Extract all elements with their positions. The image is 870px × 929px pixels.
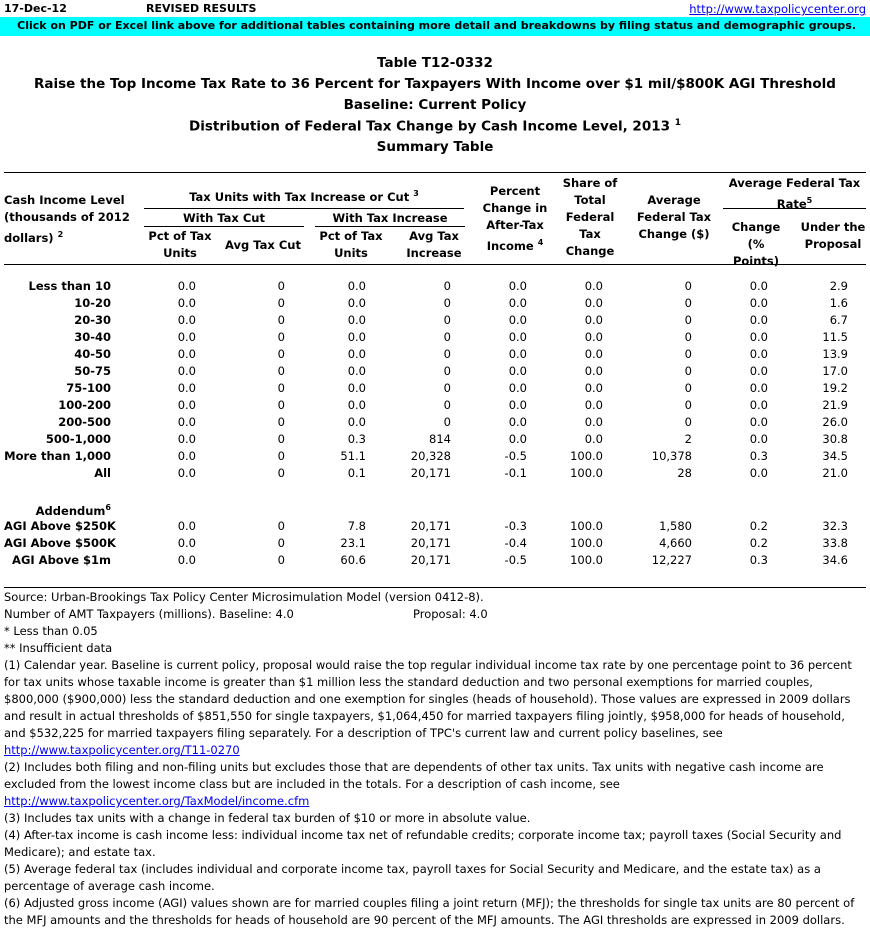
banner-text: Click on PDF or Excel link above for additional tables containing more detail and breakdowns by filing status and demographic groups. bbox=[17, 19, 856, 32]
table-cell: 0.0 bbox=[347, 296, 366, 310]
distribution-title-text: Distribution of Federal Tax Change by Cash Income Level, 2013 bbox=[189, 118, 671, 135]
table-cell: 21.0 bbox=[822, 466, 848, 480]
table-cell: 19.2 bbox=[822, 381, 848, 395]
row-label: 500-1,000 bbox=[45, 432, 111, 446]
cash-income-header bbox=[4, 192, 130, 247]
table-cell: 20,171 bbox=[410, 466, 451, 480]
header-line: Share of bbox=[562, 176, 618, 190]
footnote-ref: 4 bbox=[537, 238, 544, 247]
table-cell: 0.2 bbox=[749, 536, 768, 550]
footnote-4: (4) After-tax income is cash income less: individual income tax net of refundable credits; corporate income tax; payroll taxes (Social Security and Medicare); and estate tax. bbox=[4, 828, 842, 859]
footnote-ref: 1 bbox=[674, 118, 681, 128]
table-cell: 0.0 bbox=[347, 347, 366, 361]
tpc-home-link[interactable]: http://www.taxpolicycenter.org bbox=[689, 2, 866, 16]
table-cell: 33.8 bbox=[822, 536, 848, 550]
table-cell: 10,378 bbox=[651, 449, 692, 463]
table-cell: 26.0 bbox=[822, 415, 848, 429]
summary-title: Summary Table bbox=[376, 139, 494, 155]
table-cell: 0.0 bbox=[749, 279, 768, 293]
table-cell: 51.1 bbox=[340, 449, 366, 463]
table-cell: 1.6 bbox=[829, 296, 848, 310]
header-line: Total bbox=[574, 193, 606, 207]
table-cell: 0.3 bbox=[347, 432, 366, 446]
table-cell: 0.0 bbox=[749, 398, 768, 412]
info-banner bbox=[0, 17, 870, 36]
footnote-ref: 6 bbox=[105, 503, 111, 512]
footnote-ref: 5 bbox=[806, 196, 813, 205]
header-line: Change bbox=[565, 244, 615, 258]
table-cell: 0 bbox=[277, 330, 285, 344]
table-number: Table T12-0332 bbox=[377, 55, 493, 71]
table-cell: 0 bbox=[277, 398, 285, 412]
table-cell: 0 bbox=[277, 553, 285, 567]
table-cell: 0 bbox=[443, 381, 451, 395]
table-cell: 0.0 bbox=[177, 398, 196, 412]
table-cell: 34.6 bbox=[822, 553, 848, 567]
status-label: REVISED RESULTS bbox=[146, 2, 257, 15]
table-cell: 0.0 bbox=[347, 415, 366, 429]
source-note: Source: Urban-Brookings Tax Policy Center Microsimulation Model (version 0412-8). bbox=[4, 590, 484, 604]
table-cell: 0.0 bbox=[347, 381, 366, 395]
header-line: Tax bbox=[579, 227, 601, 241]
table-cell: 0.0 bbox=[584, 381, 603, 395]
header-line: Federal Tax bbox=[636, 210, 712, 224]
table-cell: 100.0 bbox=[570, 519, 603, 533]
table-cell: 0.0 bbox=[177, 313, 196, 327]
row-label: 200-500 bbox=[58, 415, 111, 429]
table-cell: 0 bbox=[443, 313, 451, 327]
header-line: Change (% bbox=[731, 220, 781, 251]
table-cell: 2 bbox=[684, 432, 692, 446]
table-cell: 0.0 bbox=[177, 330, 196, 344]
header-line: Points) bbox=[732, 254, 780, 268]
table-cell: 0 bbox=[277, 432, 285, 446]
table-cell: 0.0 bbox=[508, 347, 527, 361]
header-text: Rate bbox=[776, 196, 807, 211]
header-line: Proposal bbox=[804, 237, 862, 251]
table-cell: -0.5 bbox=[504, 449, 527, 463]
table-cell: 0 bbox=[277, 347, 285, 361]
table-cell: 0.0 bbox=[177, 519, 196, 533]
table-cell: 0 bbox=[443, 347, 451, 361]
header-line bbox=[723, 192, 866, 213]
addendum-label bbox=[4, 503, 111, 518]
baseline-title: Baseline: Current Policy bbox=[343, 97, 527, 113]
table-cell: 0.0 bbox=[584, 398, 603, 412]
table-cell: 0 bbox=[684, 398, 692, 412]
table-cell: 0.0 bbox=[177, 449, 196, 463]
table-cell: 0.0 bbox=[177, 381, 196, 395]
table-cell: 23.1 bbox=[340, 536, 366, 550]
table-cell: 0.0 bbox=[177, 364, 196, 378]
header-text: Tax Units with Tax Increase or Cut bbox=[189, 189, 410, 204]
table-cell: 13.9 bbox=[822, 347, 848, 361]
table-cell: 0 bbox=[684, 415, 692, 429]
table-cell: 0 bbox=[277, 381, 285, 395]
table-cell: -0.5 bbox=[504, 553, 527, 567]
header-line: (thousands of 2012 bbox=[4, 210, 130, 224]
table-cell: 100.0 bbox=[570, 449, 603, 463]
report-date: 17-Dec-12 bbox=[4, 2, 67, 15]
table-cell: 20,171 bbox=[410, 536, 451, 550]
table-cell: 0.3 bbox=[749, 553, 768, 567]
table-cell: 0.0 bbox=[749, 415, 768, 429]
table-cell: 2.9 bbox=[829, 279, 848, 293]
table-cell: 30.8 bbox=[822, 432, 848, 446]
table-cell: 0.0 bbox=[347, 279, 366, 293]
table-cell: 0.0 bbox=[749, 466, 768, 480]
table-cell: 0 bbox=[443, 398, 451, 412]
with-increase-header: With Tax Increase bbox=[332, 211, 448, 225]
table-cell: -0.4 bbox=[504, 536, 527, 550]
avg-fed-header bbox=[632, 192, 716, 243]
table-cell: 0 bbox=[443, 415, 451, 429]
table-cell: 0.0 bbox=[749, 364, 768, 378]
table-cell: 0.0 bbox=[749, 432, 768, 446]
less-than-note: * Less than 0.05 bbox=[4, 624, 98, 638]
header-line: Average Federal Tax bbox=[728, 176, 861, 190]
table-cell: 0 bbox=[684, 347, 692, 361]
table-cell: 0.2 bbox=[749, 519, 768, 533]
table-cell: 0 bbox=[277, 519, 285, 533]
avg-rate-header bbox=[723, 175, 866, 213]
table-cell: 21.9 bbox=[822, 398, 848, 412]
table-cell: 0 bbox=[684, 296, 692, 310]
table-cell: 4,660 bbox=[659, 536, 692, 550]
table-cell: 0.0 bbox=[177, 553, 196, 567]
pct-change-header bbox=[478, 183, 552, 255]
row-label: 30-40 bbox=[74, 330, 111, 344]
table-cell: 7.8 bbox=[347, 519, 366, 533]
table-cell: 60.6 bbox=[340, 553, 366, 567]
table-cell: 0 bbox=[684, 364, 692, 378]
table-cell: 0 bbox=[277, 415, 285, 429]
table-cell: 0.0 bbox=[177, 415, 196, 429]
table-cell: 0.0 bbox=[177, 432, 196, 446]
row-label: 75-100 bbox=[66, 381, 111, 395]
with-cut-header: With Tax Cut bbox=[183, 211, 265, 225]
baseline-link[interactable]: http://www.taxpolicycenter.org/T11-0270 bbox=[4, 743, 240, 757]
table-cell: 0 bbox=[277, 313, 285, 327]
table-cell: 0 bbox=[443, 330, 451, 344]
table-cell: 0 bbox=[277, 296, 285, 310]
header-line: Change ($) bbox=[638, 227, 710, 241]
row-label: AGI Above $1m bbox=[12, 553, 111, 567]
amt-proposal: Proposal: 4.0 bbox=[413, 607, 488, 621]
row-label: All bbox=[94, 466, 111, 480]
table-cell: 0.0 bbox=[508, 313, 527, 327]
table-cell: 0.0 bbox=[584, 313, 603, 327]
row-label: AGI Above $250K bbox=[4, 519, 116, 533]
table-title: Raise the Top Income Tax Rate to 36 Percent for Taxpayers With Income over $1 mil/$800K AGI Threshold bbox=[34, 76, 836, 92]
table-cell: 0.0 bbox=[177, 536, 196, 550]
table-cell: 20,328 bbox=[410, 449, 451, 463]
footnote-2: (2) Includes both filing and non-filing units but excludes those that are dependents of other tax units. Tax units with negative cash income are excluded from the lowest income class but are included in the totals. For a description of cash income, see bbox=[4, 760, 824, 791]
row-label: 40-50 bbox=[74, 347, 111, 361]
table-cell: 0 bbox=[684, 279, 692, 293]
table-cell: 6.7 bbox=[829, 313, 848, 327]
pct-units-inc-header bbox=[315, 228, 387, 262]
table-cell: 0 bbox=[684, 381, 692, 395]
addendum-text: Addendum bbox=[35, 503, 106, 518]
table-cell: 0.0 bbox=[584, 432, 603, 446]
header-line: Units bbox=[163, 246, 197, 260]
table-cell: 0 bbox=[277, 536, 285, 550]
row-label: Less than 10 bbox=[28, 279, 111, 293]
table-cell: 0.0 bbox=[584, 296, 603, 310]
table-cell: 0.0 bbox=[749, 381, 768, 395]
table-cell: 0.0 bbox=[177, 466, 196, 480]
table-cell: 20,171 bbox=[410, 553, 451, 567]
row-label: 100-200 bbox=[58, 398, 111, 412]
table-cell: 32.3 bbox=[822, 519, 848, 533]
amt-note bbox=[4, 606, 866, 623]
tax-units-rule bbox=[144, 208, 464, 209]
table-cell: 0.0 bbox=[508, 279, 527, 293]
table-cell: 0 bbox=[277, 449, 285, 463]
table-cell: 0 bbox=[277, 279, 285, 293]
table-cell: 0.0 bbox=[584, 364, 603, 378]
row-label: 50-75 bbox=[74, 364, 111, 378]
table-cell: 0.3 bbox=[749, 449, 768, 463]
header-line: Increase bbox=[406, 246, 462, 260]
table-cell: 11.5 bbox=[822, 330, 848, 344]
table-cell: 0.0 bbox=[749, 330, 768, 344]
table-cell: 0.0 bbox=[508, 432, 527, 446]
header-line: Pct of Tax bbox=[319, 229, 383, 243]
header-line: After-Tax bbox=[486, 218, 544, 232]
table-cell: 28 bbox=[677, 466, 692, 480]
distribution-title bbox=[0, 118, 870, 135]
table-cell: 100.0 bbox=[570, 466, 603, 480]
table-cell: 12,227 bbox=[651, 553, 692, 567]
table-cell: 0.0 bbox=[584, 279, 603, 293]
under-proposal-header bbox=[798, 219, 868, 253]
table-cell: 0.0 bbox=[177, 296, 196, 310]
table-cell: 0 bbox=[277, 364, 285, 378]
table-cell: 1,580 bbox=[659, 519, 692, 533]
table-cell: -0.3 bbox=[504, 519, 527, 533]
table-cell: 0.1 bbox=[347, 466, 366, 480]
header-text: Income bbox=[486, 238, 534, 253]
table-cell: 0.0 bbox=[508, 364, 527, 378]
avg-inc-header bbox=[395, 228, 473, 262]
table-cell: 814 bbox=[429, 432, 451, 446]
header-line: Percent bbox=[489, 184, 541, 198]
table-cell: 0 bbox=[277, 466, 285, 480]
table-cell: 0.0 bbox=[584, 347, 603, 361]
insufficient-note: ** Insufficient data bbox=[4, 641, 113, 655]
table-cell: 20,171 bbox=[410, 519, 451, 533]
pct-units-cut-header bbox=[144, 228, 216, 262]
header-line: Average bbox=[647, 193, 701, 207]
table-cell: 0.0 bbox=[584, 415, 603, 429]
table-cell: 0.0 bbox=[749, 347, 768, 361]
cash-income-link[interactable]: http://www.taxpolicycenter.org/TaxModel/income.cfm bbox=[4, 794, 310, 808]
table-cell: 100.0 bbox=[570, 536, 603, 550]
footnote-1: (1) Calendar year. Baseline is current policy, proposal would raise the top regular individual income tax rate by one percentage point to 36 percent for tax units whose taxable income is greater than $1 million less the standard deduction and two personal exemptions for married couples, $800,000 ($900,000) less the standard deduction and one exemption for singles (heads of household). Those values are expressed in 2009 dollars and result in actual thresholds of $851,550 for single taxpayers, $1,064,450 for married taxpayers filing jointly, $958,000 for heads of household, and $532,225 for married taxpayers filing separately. For a description of TPC's current law and current policy baselines, see bbox=[4, 658, 852, 740]
share-header bbox=[558, 175, 622, 260]
table-cell: 0.0 bbox=[508, 398, 527, 412]
header-line: Federal bbox=[565, 210, 615, 224]
amt-baseline: Number of AMT Taxpayers (millions). Baseline: 4.0 bbox=[4, 607, 294, 621]
header-line: Cash Income Level bbox=[4, 193, 125, 207]
table-cell: 0.0 bbox=[508, 415, 527, 429]
table-cell: 0.0 bbox=[508, 330, 527, 344]
footnote-6: (6) Adjusted gross income (AGI) values shown are for married couples filing a joint return (MFJ); the thresholds for single tax units are 80 percent of the MFJ amounts and the thresholds for heads of household are 90 percent of the MFJ amounts. The AGI thresholds are expressed in 2009 dollars. bbox=[4, 896, 855, 927]
row-label: 10-20 bbox=[74, 296, 111, 310]
table-cell: 0.0 bbox=[508, 381, 527, 395]
table-bottom-rule bbox=[4, 587, 866, 588]
table-cell: 0.0 bbox=[584, 330, 603, 344]
table-cell: 0 bbox=[684, 330, 692, 344]
footnote-3: (3) Includes tax units with a change in federal tax burden of $10 or more in absolute value. bbox=[4, 811, 531, 825]
header-line: Units bbox=[334, 246, 368, 260]
table-cell: 17.0 bbox=[822, 364, 848, 378]
table-cell: 0.0 bbox=[347, 330, 366, 344]
row-label: More than 1,000 bbox=[4, 449, 111, 463]
footnote-ref: 3 bbox=[413, 189, 419, 198]
table-cell: 0.0 bbox=[508, 296, 527, 310]
header-line: Under the bbox=[800, 220, 866, 234]
table-cell: 0.0 bbox=[749, 296, 768, 310]
table-cell: 0 bbox=[443, 296, 451, 310]
header-text: dollars) bbox=[4, 230, 54, 245]
table-cell: -0.1 bbox=[504, 466, 527, 480]
header-line: Avg Tax bbox=[409, 229, 459, 243]
top-bar bbox=[0, 0, 870, 17]
table-cell: 0.0 bbox=[177, 279, 196, 293]
footnote-5: (5) Average federal tax (includes individual and corporate income tax, payroll taxes for Social Security and Medicare, and the estate tax) as a percentage of average cash income. bbox=[4, 862, 821, 893]
header-line bbox=[478, 234, 552, 255]
table-cell: 0.0 bbox=[347, 313, 366, 327]
avg-cut-header: Avg Tax Cut bbox=[225, 238, 301, 252]
table-cell: 0.0 bbox=[177, 347, 196, 361]
table-cell: 0.0 bbox=[749, 313, 768, 327]
header-top-rule bbox=[4, 172, 866, 173]
footnote-ref: 2 bbox=[57, 230, 64, 239]
header-line: Pct of Tax bbox=[148, 229, 212, 243]
table-cell: 0 bbox=[443, 279, 451, 293]
row-label: 20-30 bbox=[74, 313, 111, 327]
row-label: AGI Above $500K bbox=[4, 536, 116, 550]
table-cell: 100.0 bbox=[570, 553, 603, 567]
table-cell: 0 bbox=[684, 313, 692, 327]
header-line: Change in bbox=[482, 201, 548, 215]
header-line bbox=[4, 226, 130, 247]
table-cell: 34.5 bbox=[822, 449, 848, 463]
table-cell: 0 bbox=[443, 364, 451, 378]
table-cell: 0.0 bbox=[347, 364, 366, 378]
tax-units-header bbox=[144, 185, 464, 206]
change-pts-header bbox=[723, 219, 789, 270]
table-cell: 0.0 bbox=[347, 398, 366, 412]
